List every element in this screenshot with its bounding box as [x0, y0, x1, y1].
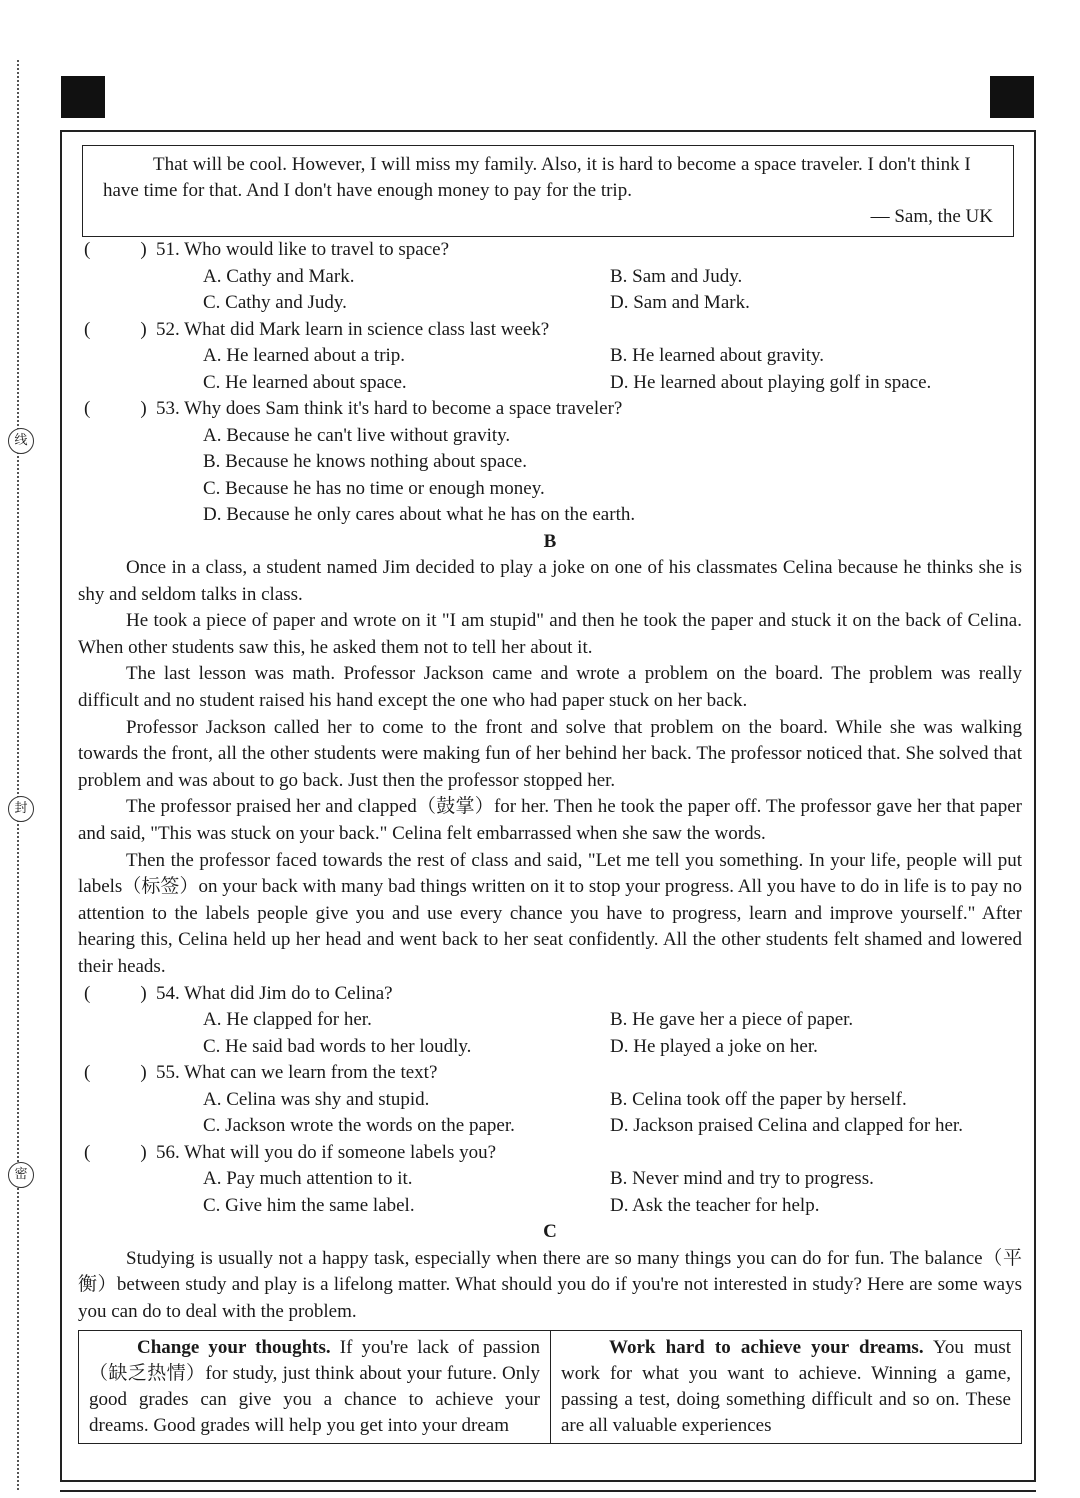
option-a[interactable]: A. Because he can't live without gravity.	[203, 424, 511, 446]
binding-line	[17, 60, 19, 1490]
question-55: ( ) 55. What can we learn from the text?	[78, 1060, 1022, 1087]
option-a[interactable]: A. He clapped for her.	[203, 1009, 372, 1030]
section-b-paragraph: The professor praised her and clapped（鼓掌）for her. Then he took the paper off. The professor gave her that paper and said, "This was stuck on your back." Celina felt embarrassed when she saw the words.	[78, 796, 1022, 844]
question-56: ( ) 56. What will you do if someone labels you?	[78, 1140, 1022, 1167]
answer-blank[interactable]: ( )	[84, 1141, 147, 1163]
question-text: Who would like to travel to space?	[184, 239, 450, 260]
question-text: What did Jim do to Celina?	[184, 982, 393, 1004]
section-b-paragraph: He took a piece of paper and wrote on it "I am stupid" and then he took the paper and stuck it on the back of Celina. When other students saw this, he asked them not to tell her about it.	[78, 610, 1022, 658]
options-55	[203, 1087, 1022, 1140]
option-b[interactable]: B. He learned about gravity.	[610, 345, 825, 366]
option-b[interactable]: B. Sam and Judy.	[610, 265, 743, 287]
question-53: ( ) 53. Why does Sam think it's hard to become a space traveler?	[78, 396, 1022, 423]
section-b-paragraph: Once in a class, a student named Jim decided to play a joke on one of his classmates Celina because he thinks she is shy and seldom talks in class.	[78, 557, 1022, 605]
tips-table	[78, 1330, 1022, 1444]
option-d[interactable]: D. Jackson praised Celina and clapped for her.	[610, 1115, 963, 1136]
option-d[interactable]: D. Because he only cares about what he has on the earth.	[203, 504, 636, 525]
option-d[interactable]: D. Sam and Mark.	[610, 292, 750, 313]
question-52: ( ) 52. What did Mark learn in science class last week?	[78, 317, 1022, 344]
tip-body: If you're lack of passion（缺乏热情）for study, just think about your future. Only good grades can give you a chance to achieve your dreams. Good grades will help you get into your dream	[89, 1337, 540, 1437]
answer-blank[interactable]: ( )	[84, 398, 147, 419]
tip-cell	[550, 1331, 1021, 1443]
section-b-heading: B	[543, 530, 557, 552]
answer-blank[interactable]: ( )	[84, 318, 147, 340]
section-b-paragraph: Professor Jackson called her to come to the front and solve that problem on the board. While she was walking towards the front, all the other students were making fun of her behind her back. The professor noticed that. She solved that problem and was about to go back. Just then the professor stopped her.	[78, 716, 1022, 791]
tip-title: Work hard to achieve your dreams.	[609, 1337, 924, 1359]
section-c-heading: C	[543, 1221, 557, 1242]
tip-body: You must work for what you want to achieve. Winning a game, passing a test, doing something difficult and so on. These are all valuable experiences	[561, 1337, 1011, 1437]
option-c[interactable]: C. Jackson wrote the words on the paper.	[203, 1115, 515, 1136]
section-b-paragraph: Then the professor faced towards the rest of class and said, "Let me tell you something. In your life, people will put labels（标签）on your back with many bad things written on it to stop your progress. All you have to do in life is to pay no attention to the labels people give you and use every chance you have to progress, learn and improve yourself." After hearing this, Celina held up her head and went back to her seat confidently. All the other students felt shamed and lowered their heads.	[78, 849, 1022, 977]
option-c[interactable]: C. He said bad words to her loudly.	[203, 1035, 472, 1057]
option-a[interactable]: A. Cathy and Mark.	[203, 265, 355, 287]
option-b[interactable]: B. Never mind and try to progress.	[610, 1168, 874, 1189]
section-b-paragraph: The last lesson was math. Professor Jackson came and wrote a problem on the board. The problem was really difficult and no student raised his hand except the one who had paper stuck on her back.	[78, 663, 1022, 711]
exam-content	[78, 140, 1022, 1444]
question-text: What can we learn from the text?	[184, 1062, 438, 1083]
question-54: ( ) 54. What did Jim do to Celina?	[78, 981, 1022, 1008]
question-text: What will you do if someone labels you?	[184, 1141, 497, 1163]
registration-mark-left	[61, 76, 105, 118]
option-c[interactable]: C. Cathy and Judy.	[203, 292, 347, 313]
answer-blank[interactable]: ( )	[84, 1062, 147, 1083]
question-51: ( ) 51. Who would like to travel to space?	[78, 237, 1022, 264]
bottom-rule	[60, 1490, 1036, 1492]
options-51	[203, 264, 1022, 317]
letter-text: That will be cool. However, I will miss my family. Also, it is hard to become a space traveler. I don't think I have time for that. And I don't have enough money to pay for the trip.	[103, 154, 971, 201]
answer-blank[interactable]: ( )	[84, 982, 147, 1004]
question-text: What did Mark learn in science class last week?	[184, 318, 550, 340]
option-c[interactable]: C. Give him the same label.	[203, 1194, 415, 1216]
option-b[interactable]: B. Celina took off the paper by herself.	[610, 1088, 907, 1110]
registration-mark-right	[990, 76, 1034, 118]
section-c-intro: Studying is usually not a happy task, especially when there are so many things you can do for fun. The balance（平衡）between study and play is a lifelong matter. What should you do if you're not interested in study? Here are some ways you can do to deal with the problem.	[78, 1247, 1022, 1322]
options-52	[203, 343, 1022, 396]
option-b[interactable]: B. He gave her a piece of paper.	[610, 1009, 854, 1030]
option-d[interactable]: D. He played a joke on her.	[610, 1035, 818, 1057]
binding-mark-xian: 线	[8, 428, 34, 454]
options-54	[203, 1007, 1022, 1060]
option-a[interactable]: A. Celina was shy and stupid.	[203, 1088, 430, 1110]
option-a[interactable]: A. He learned about a trip.	[203, 345, 406, 366]
option-a[interactable]: A. Pay much attention to it.	[203, 1168, 413, 1189]
tip-cell	[79, 1331, 550, 1443]
options-56	[203, 1166, 1022, 1219]
letter-box	[82, 145, 1014, 237]
binding-mark-mi: 密	[8, 1162, 34, 1188]
option-c[interactable]: C. He learned about space.	[203, 371, 407, 393]
tip-title: Change your thoughts.	[137, 1337, 331, 1359]
option-c[interactable]: C. Because he has no time or enough money.	[203, 477, 545, 499]
question-text: Why does Sam think it's hard to become a space traveler?	[184, 398, 623, 419]
option-b[interactable]: B. Because he knows nothing about space.	[203, 451, 527, 472]
option-d[interactable]: D. He learned about playing golf in space.	[610, 371, 932, 393]
binding-mark-feng: 封	[8, 796, 34, 822]
option-d[interactable]: D. Ask the teacher for help.	[610, 1194, 820, 1216]
letter-signature: — Sam, the UK	[870, 206, 993, 227]
answer-blank[interactable]: ( )	[84, 239, 147, 260]
